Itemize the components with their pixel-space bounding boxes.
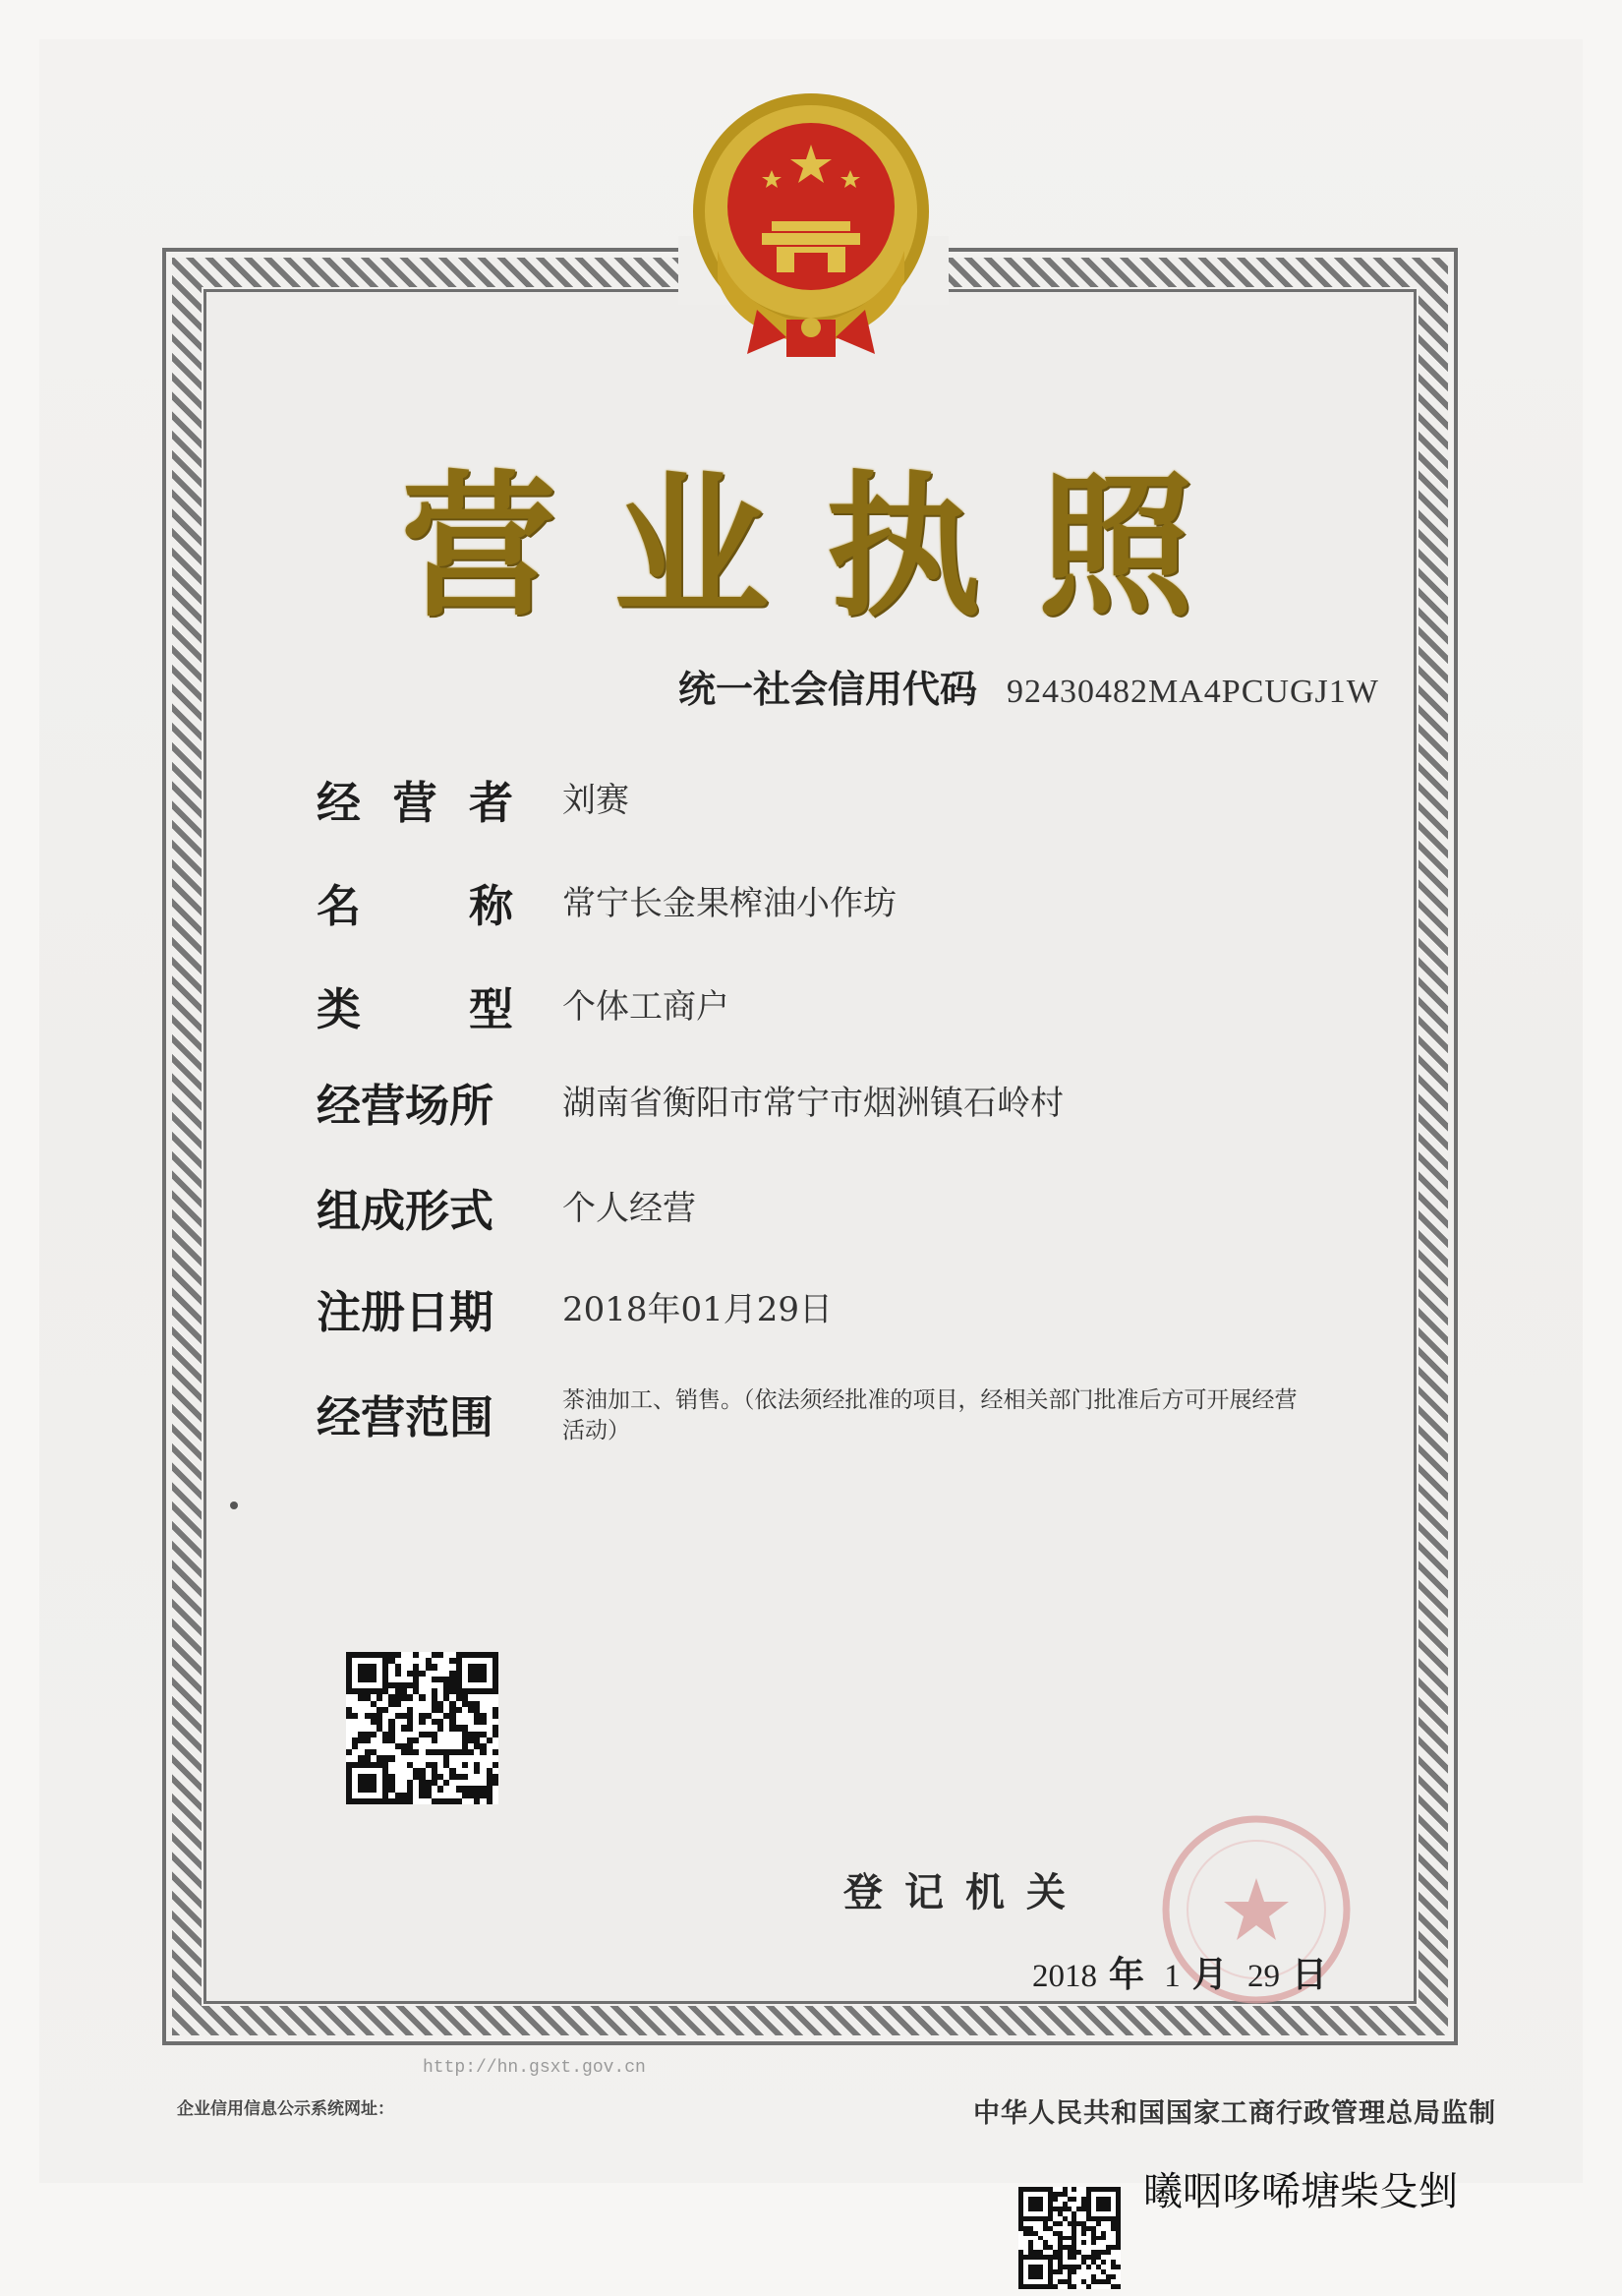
issue-day: 29 xyxy=(1247,1959,1281,1994)
issue-date xyxy=(1032,1947,1339,1997)
field-composition xyxy=(317,1175,1300,1239)
issue-month: 1 xyxy=(1164,1959,1181,1994)
small-qr-code-icon[interactable] xyxy=(1018,2187,1121,2289)
field-label-char: 经 xyxy=(317,777,362,829)
field-value: 个人经营 xyxy=(562,1189,696,1228)
field-value: 2018年01月29日 xyxy=(562,1290,834,1329)
field-business-scope xyxy=(317,1382,1300,1446)
credit-code-row xyxy=(678,659,1379,713)
field-label-char: 型 xyxy=(468,983,513,1035)
field-label: 经营场所 xyxy=(317,1080,494,1132)
field-name xyxy=(317,870,1300,934)
issue-year-unit: 年 xyxy=(1109,1955,1145,1995)
national-emblem-icon xyxy=(678,84,944,369)
field-value: 个体工商户 xyxy=(562,987,729,1027)
footer-right-text: 中华人民共和国国家工商行政管理总局监制 xyxy=(973,2098,1496,2129)
field-value: 刘赛 xyxy=(562,781,629,820)
field-label-char: 营 xyxy=(392,777,437,829)
field-label: 经营范围 xyxy=(317,1391,494,1443)
field-type xyxy=(317,973,1300,1037)
field-value: 常宁长金果榨油小作坊 xyxy=(562,884,897,923)
issue-year: 2018 xyxy=(1032,1959,1097,1994)
bottom-stamp-text: 曦咽哆唏塘柴殳剉 xyxy=(1143,2169,1458,2214)
field-label-char: 者 xyxy=(468,777,513,829)
footer-url: http://hn.gsxt.gov.cn xyxy=(423,2058,646,2078)
registration-authority: 登记机关 xyxy=(843,1870,1087,1915)
qr-module xyxy=(1116,2284,1121,2289)
field-registration-date xyxy=(317,1276,1300,1340)
issue-month-unit: 月 xyxy=(1191,1955,1228,1995)
issue-day-unit: 日 xyxy=(1292,1955,1328,1995)
field-value: 茶油加工、销售。（依法须经批准的项目，经相关部门批准后方可开展经营活动） xyxy=(562,1387,1298,1443)
field-label xyxy=(317,973,513,1037)
footer-left-text: 企业信用信息公示系统网址： xyxy=(177,2099,394,2119)
qr-module xyxy=(492,1798,498,1804)
qr-code-icon[interactable] xyxy=(346,1652,498,1804)
stray-dot xyxy=(230,1501,238,1509)
field-label-char: 称 xyxy=(468,880,513,932)
document-title: 营业执照 xyxy=(401,457,1250,638)
field-label-char: 名 xyxy=(317,880,362,932)
field-value: 湖南省衡阳市常宁市烟洲镇石岭村 xyxy=(562,1084,1064,1123)
field-label xyxy=(317,767,513,831)
field-label: 注册日期 xyxy=(317,1286,494,1338)
field-operator xyxy=(317,767,1300,831)
field-label: 组成形式 xyxy=(317,1185,494,1237)
credit-code-value: 92430482MA4PCUGJ1W xyxy=(1007,674,1379,710)
field-label-char: 类 xyxy=(317,983,362,1035)
field-label xyxy=(317,870,513,934)
credit-code-label: 统一社会信用代码 xyxy=(678,668,978,711)
field-premises xyxy=(317,1070,1300,1134)
